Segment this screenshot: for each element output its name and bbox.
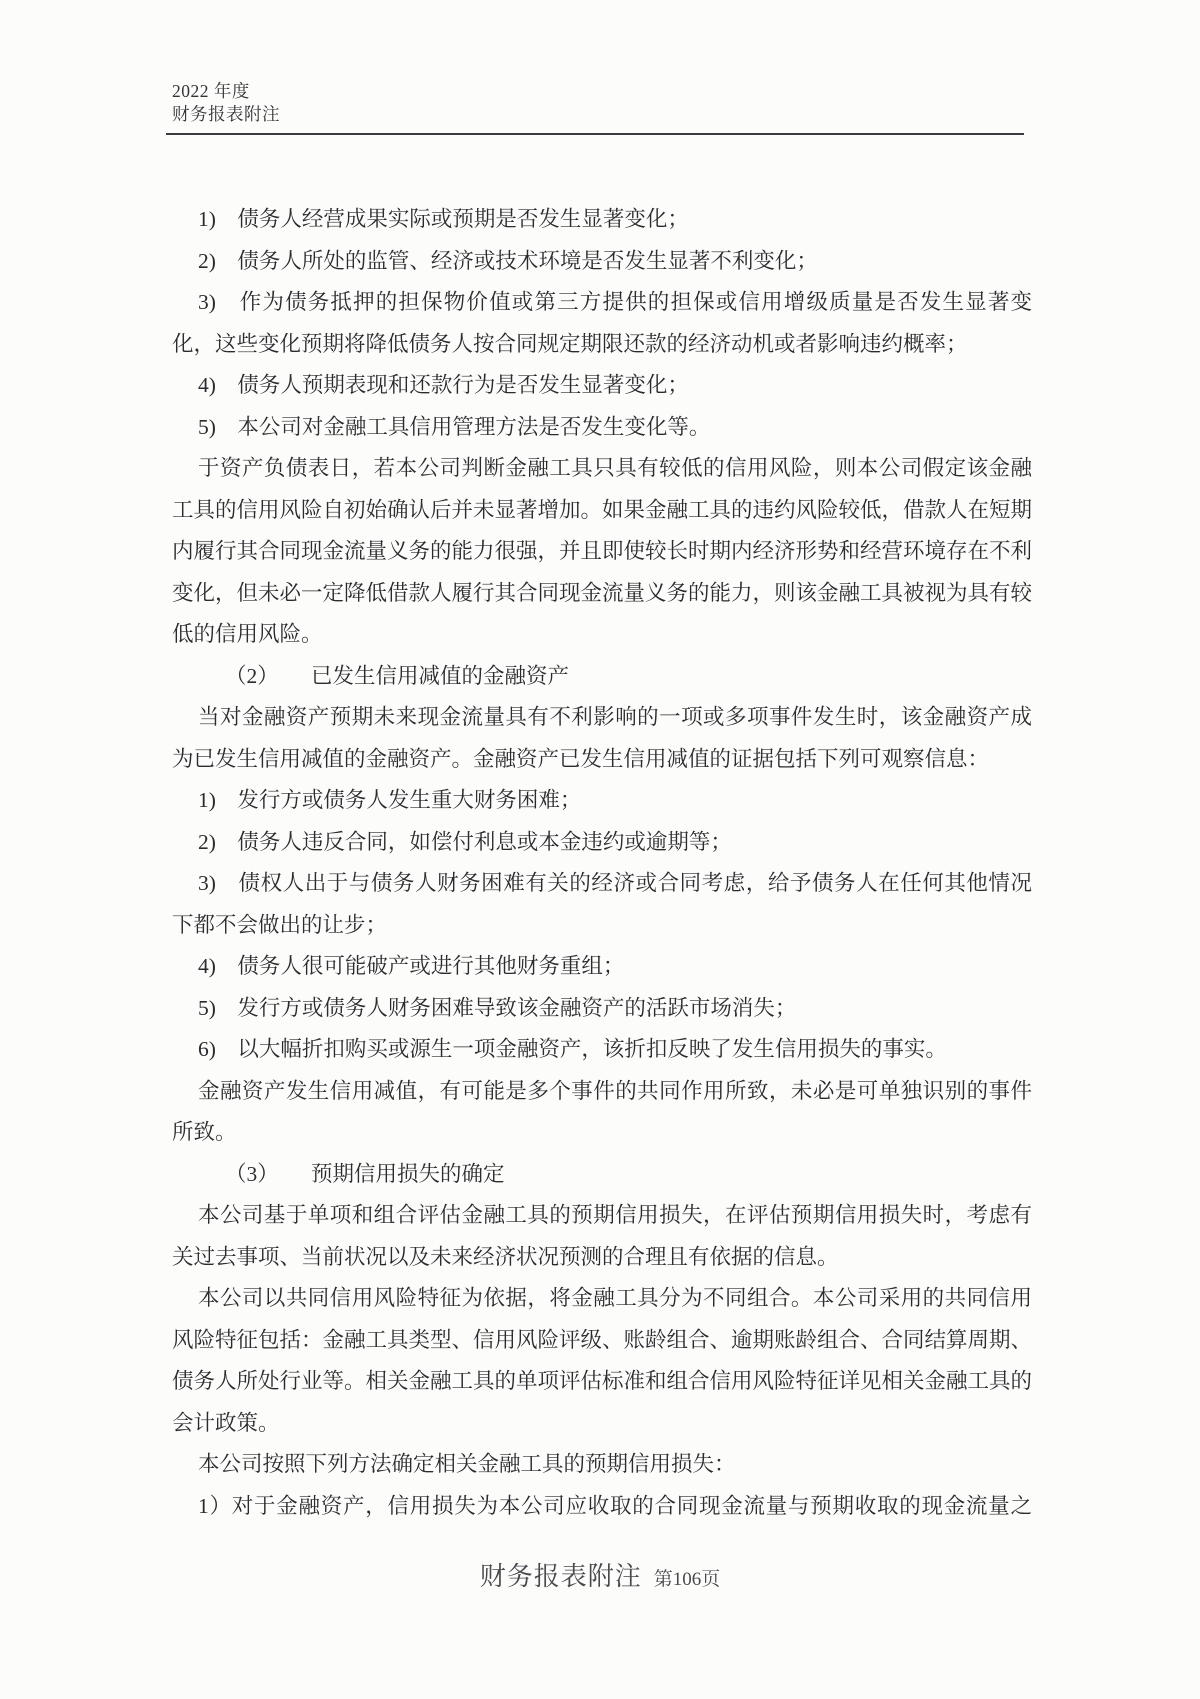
- text-line: 4) 债务人预期表现和还款行为是否发生显著变化；: [198, 373, 689, 397]
- text-line: 工具的信用风险自初始确认后并未显著增加。如果金融工具的违约风险较低，借款人在短期: [172, 497, 1033, 522]
- text-line: 低的信用风险。: [172, 622, 323, 646]
- text-line: 本公司按照下列方法确定相关金融工具的预期信用损失：: [198, 1452, 736, 1476]
- text-line: 6) 以大幅折扣购买或源生一项金融资产，该折扣反映了发生信用损失的事实。: [198, 1037, 947, 1061]
- text-line: 化，这些变化预期将降低债务人按合同规定期限还款的经济动机或者影响违约概率；: [172, 331, 968, 356]
- text-line: 本公司以共同信用风险特征为依据，将金融工具分为不同组合。本公司采用的共同信用: [198, 1286, 1032, 1310]
- text-line: 当对金融资产预期未来现金流量具有不利影响的一项或多项事件发生时，该金融资产成: [198, 705, 1032, 729]
- text-line: 5) 发行方或债务人财务困难导致该金融资产的活跃市场消失；: [198, 995, 797, 1020]
- text-line: 5) 本公司对金融工具信用管理方法是否发生变化等。: [198, 414, 711, 439]
- text-line: 风险特征包括：金融工具类型、信用风险评级、账龄组合、逾期账龄组合、合同结算周期、: [172, 1327, 1033, 1352]
- text-line: 变化，但未必一定降低借款人履行其合同现金流量义务的能力，则该金融工具被视为具有较: [172, 580, 1033, 605]
- text-line: 会计政策。: [172, 1410, 280, 1435]
- page-footer: [0, 1556, 1200, 1593]
- text-line: （2） 已发生信用减值的金融资产: [225, 663, 570, 688]
- text-line: 1) 债务人经营成果实际或预期是否发生显著变化；: [198, 207, 689, 231]
- text-line: 本公司基于单项和组合评估金融工具的预期信用损失，在评估预期信用损失时，考虑有: [198, 1203, 1032, 1227]
- header-title: 财务报表附注: [172, 104, 280, 124]
- text-line: 1) 发行方或债务人发生重大财务困难；: [198, 788, 582, 812]
- page-header: [172, 80, 280, 126]
- footer-page-number: 第106页: [653, 1569, 721, 1590]
- body-text: [172, 199, 1032, 1527]
- text-line: 3) 债权人出于与债务人财务困难有关的经济或合同考虑，给予债务人在任何其他情况: [198, 871, 1032, 895]
- text-line: 3) 作为债务抵押的担保物价值或第三方提供的担保或信用增级质量是否发生显著变: [198, 290, 1032, 314]
- text-line: 关过去事项、当前状况以及未来经济状况预测的合理且有依据的信息。: [172, 1244, 839, 1269]
- text-line: 为已发生信用减值的金融资产。金融资产已发生信用减值的证据包括下列可观察信息：: [172, 746, 990, 771]
- text-line: 2) 债务人违反合同，如偿付利息或本金违约或逾期等；: [198, 829, 732, 854]
- header-rule: [166, 133, 1024, 135]
- text-line: 于资产负债表日，若本公司判断金融工具只具有较低的信用风险，则本公司假定该金融: [198, 456, 1032, 480]
- header-year: 2022 年度: [172, 81, 250, 101]
- text-line: 下都不会做出的让步；: [172, 912, 388, 937]
- text-line: 4) 债务人很可能破产或进行其他财务重组；: [198, 954, 625, 978]
- text-line: （3） 预期信用损失的确定: [225, 1161, 505, 1186]
- text-line: 1）对于金融资产，信用损失为本公司应收取的合同现金流量与预期收取的现金流量之: [198, 1493, 1032, 1518]
- text-line: 金融资产发生信用减值，有可能是多个事件的共同作用所致，未必是可单独识别的事件: [198, 1078, 1032, 1103]
- text-line: 所致。: [172, 1120, 237, 1144]
- text-line: 2) 债务人所处的监管、经济或技术环境是否发生显著不利变化；: [198, 248, 818, 273]
- footer-title: 财务报表附注: [479, 1562, 642, 1591]
- text-line: 债务人所处行业等。相关金融工具的单项评估标准和组合信用风险特征详见相关金融工具的: [172, 1369, 1033, 1393]
- text-line: 内履行其合同现金流量义务的能力很强，并且即使较长时期内经济形势和经营环境存在不利: [172, 539, 1033, 563]
